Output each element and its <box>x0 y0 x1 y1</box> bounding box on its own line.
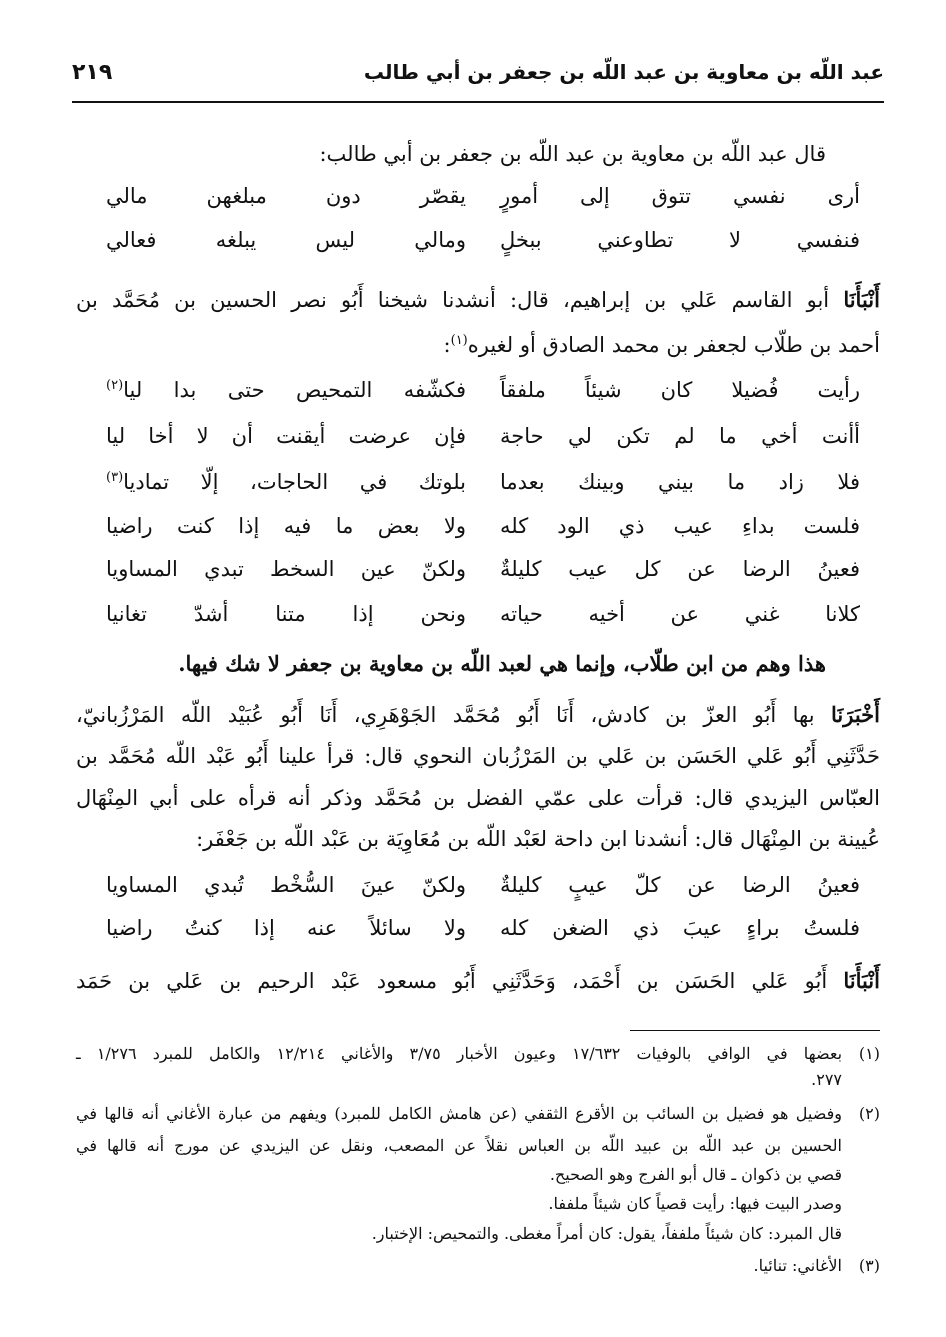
verse-line <box>76 424 880 458</box>
footnote-rule <box>630 1030 880 1031</box>
intro-line: قال عبد اللّه بن معاوية بن عبد اللّه بن جعفر بن أبي طالب: <box>319 142 826 166</box>
footnote-number: (١) <box>858 1044 880 1063</box>
running-header-title: عبد اللّه بن معاوية بن عبد اللّه بن جعفر بن أبي طالب <box>363 60 884 84</box>
paragraph-text: أحمد بن طلّاب لجعفر بن محمد الصادق أو لغيره <box>467 333 880 357</box>
footnote-text: الأغاني: تنائيا. <box>753 1256 842 1275</box>
paragraph-text: أبو القاسم عَلي بن إبراهيم، قال: أنشدنا شيخنا أَبُو نصر الحسين بن مُحَمَّد بن <box>76 288 830 312</box>
verse-line <box>76 184 880 218</box>
verse-second-hemistich: بلوتك في الحاجات، إلّا تماديا$^{(٣)}$ <box>106 470 466 494</box>
verse-second-hemistich: ولا بعض ما فيه إذا كنت راضيا <box>106 514 466 538</box>
verse-first-hemistich: كلانا غني عن أخيه حياته <box>500 602 860 626</box>
isnad-lead-word: أَنْبَأَنَا <box>843 287 880 312</box>
paragraph-line <box>76 285 880 315</box>
verse-first-hemistich: فلست بداءِ عيب ذي الود كله <box>500 514 860 538</box>
paragraph-text: بها أَبُو العزّ بن كادش، أَنَا أَبُو مُحَمَّد الجَوْهَرِي، أَنَا أَبُو عُبَيْد اللّه المَرْزُبانيّ، <box>76 703 815 727</box>
verse-second-hemistich: ومالي ليس يبلغه فعالي <box>106 228 466 252</box>
footnote-ref: (١) <box>450 333 468 348</box>
paragraph-line: حَدَّثَنِي أَبُو عَلي الحَسَن بن عَلي بن المَرْزُبان النحوي قال: قرأ علينا أَبُو عَبْد اللّه مُحَمَّد بن <box>76 744 880 768</box>
verse-line <box>76 514 880 548</box>
footnote-text: وفضيل هو فضيل بن السائب بن الأقرع الثقفي (عن هامش الكامل للمبرد) ويفهم من عبارة الأغاني أنه قالها في <box>76 1104 842 1123</box>
paragraph-text: أَبُو عَلي الحَسَن بن أَحْمَد، وَحَدَّثَنِي أَبُو مسعود عَبْد الرحيم بن عَلي بن حَمَد <box>76 969 828 993</box>
verse-second-hemistich: ولكنّ عينَ السُّخْط تُبدي المساويا <box>106 873 466 897</box>
paragraph-line <box>76 966 880 996</box>
footnote-text: قال المبرد: كان شيئاً ملففاً، يقول: كان أمراً مغطى. والتمحيص: الإختبار. <box>371 1224 842 1243</box>
footnote-text: وصدر البيت فيها: رأيت قصياً كان شيئاً ملففا. <box>548 1194 842 1213</box>
footnote-number: (٢) <box>858 1104 880 1123</box>
verse-second-hemistich: يقصّر دون مبلغهن مالي <box>106 184 466 208</box>
verse-first-hemistich: رأيت فُضيلا كان شيئاً ملفقاً <box>500 378 860 402</box>
footnote-text: الحسين بن عبد اللّه بن عبيد اللّه بن العباس نقلاً عن المصعب، ونقل عن اليزيدي عن مورج أنه قالها في <box>76 1136 842 1155</box>
verse-line <box>76 873 880 907</box>
verse-second-hemistich: ولكنّ عين السخط تبدي المساويا <box>106 557 466 581</box>
paragraph-text: : <box>443 333 451 357</box>
verse-second-hemistich: ونحن إذا متنا أشدّ تغانيا <box>106 602 466 626</box>
verse-line <box>76 228 880 262</box>
verse-line <box>76 557 880 591</box>
footnote-ref: (٣) <box>106 470 124 485</box>
footnote-text: ٢٧٧. <box>811 1070 842 1089</box>
verse-line <box>76 470 880 504</box>
page-number: ٢١٩ <box>72 60 113 85</box>
paragraph-line <box>76 700 880 730</box>
verse-first-hemistich: فلستُ براءٍ عيبَ ذي الضغن كله <box>500 916 860 940</box>
paragraph-line: عُيينة بن المِنْهَال قال: أنشدنا ابن داحة لعَبْد اللّه بن مُعَاوِيَة بن عَبْد اللّه بن جَعْفَر: <box>196 827 880 851</box>
verse-first-hemistich: أأنت أخي ما لم تكن لي حاجة <box>500 424 860 448</box>
editor-note-line: هذا وهم من ابن طلّاب، وإنما هي لعبد اللّه بن معاوية بن جعفر لا شك فيها. <box>178 651 826 676</box>
verse-second-hemistich: فإن عرضت أيقنت أن لا أخا ليا <box>106 424 466 448</box>
footnote-number: (٣) <box>858 1256 880 1275</box>
verse-second-hemistich: فكشّفه التمحيص حتى بدا ليا$^{(٢)}$ <box>106 378 466 402</box>
verse-first-hemistich: فلا زاد ما بيني وبينك بعدما <box>500 470 860 494</box>
verse-line <box>76 916 880 950</box>
footnote-text: قصي بن ذكوان ـ قال أبو الفرج وهو الصحيح. <box>549 1165 842 1184</box>
paragraph-line <box>76 326 880 360</box>
verse-first-hemistich: فعينُ الرضا عن كلّ عيبٍ كليلةٌ <box>500 873 860 897</box>
isnad-lead-word: أَنْبَأَنَا <box>843 968 880 993</box>
isnad-lead-word: أَخْبَرَنَا <box>831 702 880 727</box>
verse-line <box>76 378 880 412</box>
verse-second-hemistich: ولا سائلاً عنه إذا كنتُ راضيا <box>106 916 466 940</box>
header-rule <box>72 101 884 103</box>
verse-first-hemistich: أرى نفسي تتوق إلى أمورٍ <box>500 184 860 208</box>
footnote-text: بعضها في الوافي بالوفيات ١٧/٦٣٢ وعيون الأخبار ٣/٧٥ والأغاني ١٢/٢١٤ والكامل للمبرد ١/٢٧٦ ـ <box>76 1044 843 1063</box>
verse-first-hemistich: فنفسي لا تطاوعني ببخلٍ <box>500 228 860 252</box>
paragraph-line: العبّاس اليزيدي قال: قرأت على عمّي الفضل بن مُحَمَّد وذكر أنه قرأه على أبي المِنْهَال <box>76 786 880 810</box>
verse-line <box>76 602 880 636</box>
footnote-ref: (٢) <box>106 378 124 393</box>
verse-first-hemistich: فعينُ الرضا عن كل عيب كليلةٌ <box>500 557 860 581</box>
